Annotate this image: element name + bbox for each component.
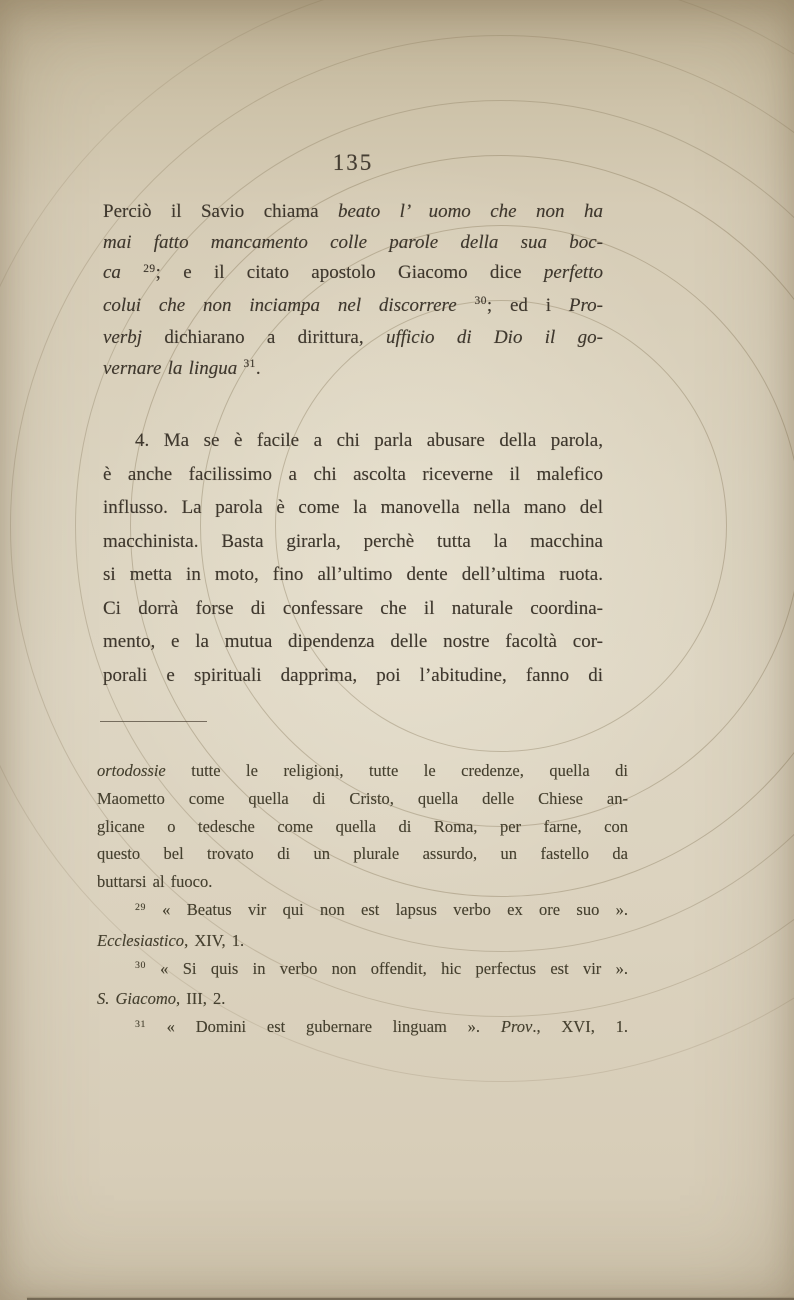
text-segment: è anche facilissimo a chi ascolta riceverne il malefico	[103, 463, 603, 485]
text-line	[97, 757, 628, 785]
paragraph-2	[103, 424, 603, 692]
text-segment: ca	[103, 262, 144, 283]
footnote-marker: 30	[135, 960, 146, 972]
page-number: 135	[332, 150, 374, 175]
text-line	[103, 491, 603, 525]
text-line	[97, 896, 628, 927]
text-segment: ; e il citato apostolo Giacomo dice	[155, 262, 544, 283]
text-segment: macchinista. Basta girarla, perchè tutta la macchina	[103, 530, 603, 552]
text-segment: perfetto	[543, 262, 603, 283]
text-segment: S. Giacomo	[97, 989, 176, 1009]
text-segment: ; ed i	[486, 294, 569, 316]
text-line	[103, 197, 603, 228]
text-line	[103, 592, 603, 626]
paragraph-1	[103, 197, 603, 386]
text-segment: ufficio di Dio il go-	[385, 327, 603, 348]
text-line	[97, 785, 628, 813]
text-segment: vernare la lingua	[103, 357, 244, 379]
text-segment: verbj	[103, 327, 143, 348]
text-line	[97, 840, 628, 868]
text-line	[103, 525, 603, 559]
text-segment: Prov	[500, 1017, 533, 1037]
footnote-marker: 30	[474, 295, 487, 308]
text-line	[97, 955, 628, 986]
footnote-marker: 31	[243, 358, 256, 371]
text-segment: .	[255, 357, 261, 379]
text-segment: dichiarano a dirittura,	[142, 327, 386, 348]
text-segment: influsso. La parola è come la manovella nella mano del	[103, 497, 603, 518]
text-line	[103, 291, 603, 324]
text-line	[103, 659, 603, 693]
text-line	[103, 424, 603, 458]
text-line	[97, 1013, 628, 1044]
footnote-marker: 29	[135, 901, 146, 913]
text-line	[97, 813, 628, 841]
text-line	[97, 985, 628, 1013]
text-segment: colui che non inciampa nel discorrere	[103, 294, 475, 316]
text-segment: beato l’ uomo che non ha	[338, 201, 603, 222]
text-segment: , XIV, 1.	[184, 930, 245, 950]
text-segment: « Beatus vir qui non est lapsus verbo ex ore suo ».	[145, 899, 628, 919]
text-line	[103, 458, 603, 492]
text-segment: ortodossie	[97, 761, 166, 780]
text-segment: « Domini est gubernare linguam ».	[145, 1017, 501, 1037]
footnote-block	[97, 757, 628, 1044]
text-segment: ., XVI, 1.	[532, 1017, 628, 1037]
text-segment: mai fatto mancamento colle parole della sua boc-	[103, 231, 603, 253]
footnote-marker: 31	[135, 1018, 146, 1030]
text-segment: « Si quis in verbo non offendit, hic perfectus est vir ».	[145, 958, 628, 978]
text-line	[103, 258, 603, 291]
text-segment: questo bel trovato di un plurale assurdo, un fastello da	[97, 844, 628, 864]
text-line	[103, 558, 603, 592]
text-segment: , III, 2.	[176, 989, 226, 1009]
text-line	[97, 868, 628, 896]
text-segment: Pro-	[568, 294, 603, 316]
text-segment: tutte le religioni, tutte le credenze, quella di	[165, 761, 628, 780]
text-line	[103, 625, 603, 659]
text-segment: mento, e la mutua dipendenza delle nostre facoltà cor-	[103, 631, 603, 652]
text-segment: Perciò il Savio chiama	[103, 201, 338, 222]
text-line	[103, 354, 603, 387]
footnote-rule	[100, 721, 207, 722]
text-segment: Ecclesiastico	[97, 930, 185, 950]
text-segment: si metta in moto, fino all’ultimo dente dell’ultima ruota.	[103, 564, 603, 585]
text-segment: Ci dorrà forse di confessare che il naturale coordina-	[103, 597, 603, 619]
text-segment: buttarsi al fuoco.	[97, 872, 213, 892]
text-segment: 4. Ma se è facile a chi parla abusare della parola,	[135, 430, 603, 451]
text-line	[97, 927, 628, 955]
text-segment: porali e spirituali dapprima, poi l’abitudine, fanno di	[103, 664, 603, 686]
text-segment: glicane o tedesche come quella di Roma, per farne, con	[97, 816, 628, 836]
text-line	[103, 323, 603, 354]
footnote-marker: 29	[143, 262, 156, 275]
text-segment: Maometto come quella di Cristo, quella delle Chiese an-	[97, 788, 628, 808]
text-line	[103, 228, 603, 259]
